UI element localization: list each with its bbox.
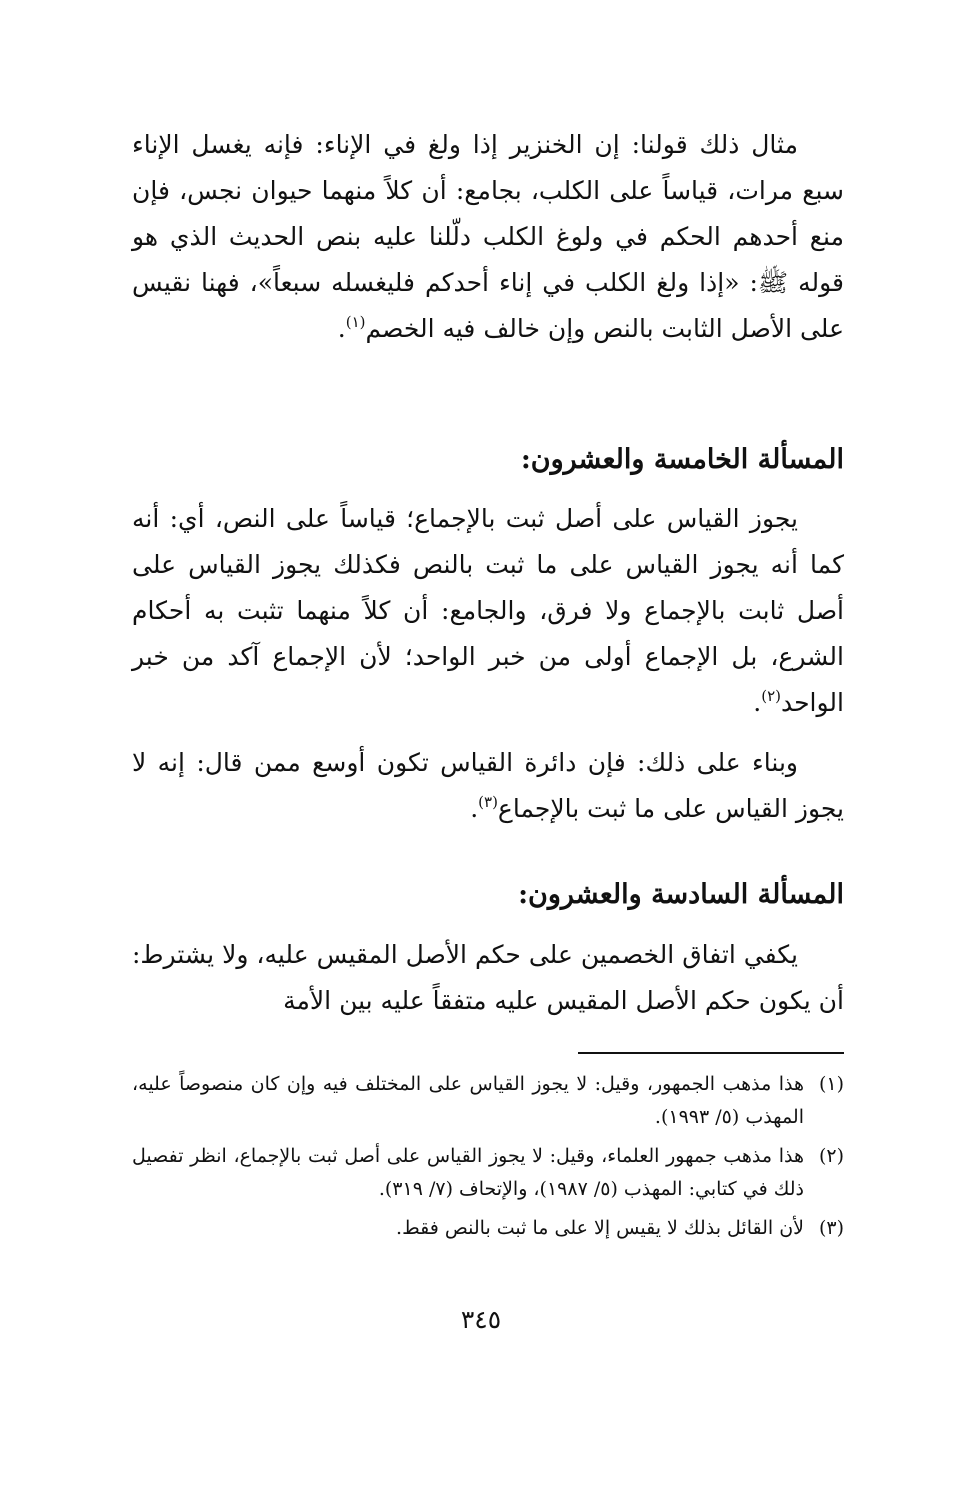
section-heading-26: المسألة السادسة والعشرون:	[518, 879, 844, 910]
footnote-text: هذا مذهب جمهور العلماء، وقيل: لا يجوز القياس على أصل ثبت بالإجماع، انظر تفصيل ذلك في كتابي: المهذب (٥/ ١٩٨٧)، والإتحاف (٧/ ٣١٩).	[132, 1145, 804, 1200]
footnotes	[132, 1068, 844, 1251]
footnote-ref-3[interactable]: (٣)	[478, 793, 498, 811]
paragraph-1-text: مثال ذلك قولنا: إن الخنزير إذا ولغ في الإناء: فإنه يغسل الإناء سبع مرات، قياساً على الكلب، بجامع: أن كلاً منهما حيوان نجس، فإن منع أحدهم الحكم في ولوغ الكلب دلّلنا عليه بنص الحديث الذي هو قوله ﷺ: «إذا ولغ الكلب في إناء أحدكم فليغسله سبعاً»، فهنا نقيس على الأصل الثابت بالنص وإن خالف فيه الخصم	[132, 130, 844, 343]
heading-2-block	[132, 872, 844, 918]
footnote-number: (٣)	[818, 1217, 844, 1239]
page-number: ٣٤٥	[460, 1305, 502, 1334]
heading-1-block	[132, 437, 844, 483]
footnote-text: لأن القائل بذلك لا يقيس إلا على ما ثبت بالنص فقط.	[396, 1217, 804, 1239]
paragraph-2-period: .	[753, 688, 762, 717]
paragraph-1-block	[132, 122, 844, 352]
footnote-1	[132, 1068, 844, 1134]
footnote-2	[132, 1140, 844, 1206]
footnote-ref-1[interactable]: (١)	[345, 313, 366, 331]
paragraph-4	[132, 932, 844, 1024]
section-heading-25: المسألة الخامسة والعشرون:	[520, 444, 844, 475]
footnote-ref-2[interactable]: (٢)	[761, 687, 781, 705]
paragraph-3	[132, 740, 844, 832]
footnote-separator	[578, 1052, 844, 1054]
paragraph-2-text: يجوز القياس على أصل ثبت بالإجماع؛ قياساً على النص، أي: أنه كما أنه يجوز القياس على ما ثبت بالنص فكذلك يجوز القياس على أصل ثابت بالإجماع ولا فرق، والجامع: أن كلاً منهما تثبت به أحكام الشرع، بل الإجماع أولى من خبر الواحد؛ لأن الإجماع آكد من خبر الواحد	[132, 504, 844, 717]
footnote-number: (١)	[818, 1073, 844, 1095]
footnote-number: (٢)	[818, 1145, 844, 1167]
footnote-3	[132, 1212, 844, 1245]
paragraph-3-period: .	[470, 794, 479, 823]
paragraph-3-block	[132, 740, 844, 832]
paragraph-4-block	[132, 932, 844, 1024]
paragraph-2	[132, 496, 844, 726]
paragraph-3-text: وبناء على ذلك: فإن دائرة القياس تكون أوسع ممن قال: إنه لا يجوز القياس على ما ثبت بالإجماع	[132, 748, 844, 823]
paragraph-2-block	[132, 496, 844, 726]
footnote-text: هذا مذهب الجمهور، وقيل: لا يجوز القياس على المختلف فيه وإن كان منصوصاً عليه، المهذب (٥/ ١٩٩٣).	[132, 1073, 804, 1128]
paragraph-4-text: يكفي اتفاق الخصمين على حكم الأصل المقيس عليه، ولا يشترط: أن يكون حكم الأصل المقيس عليه متفقاً عليه بين الأمة	[132, 940, 844, 1015]
paragraph-1	[132, 122, 844, 352]
paragraph-1-period: .	[337, 314, 346, 343]
